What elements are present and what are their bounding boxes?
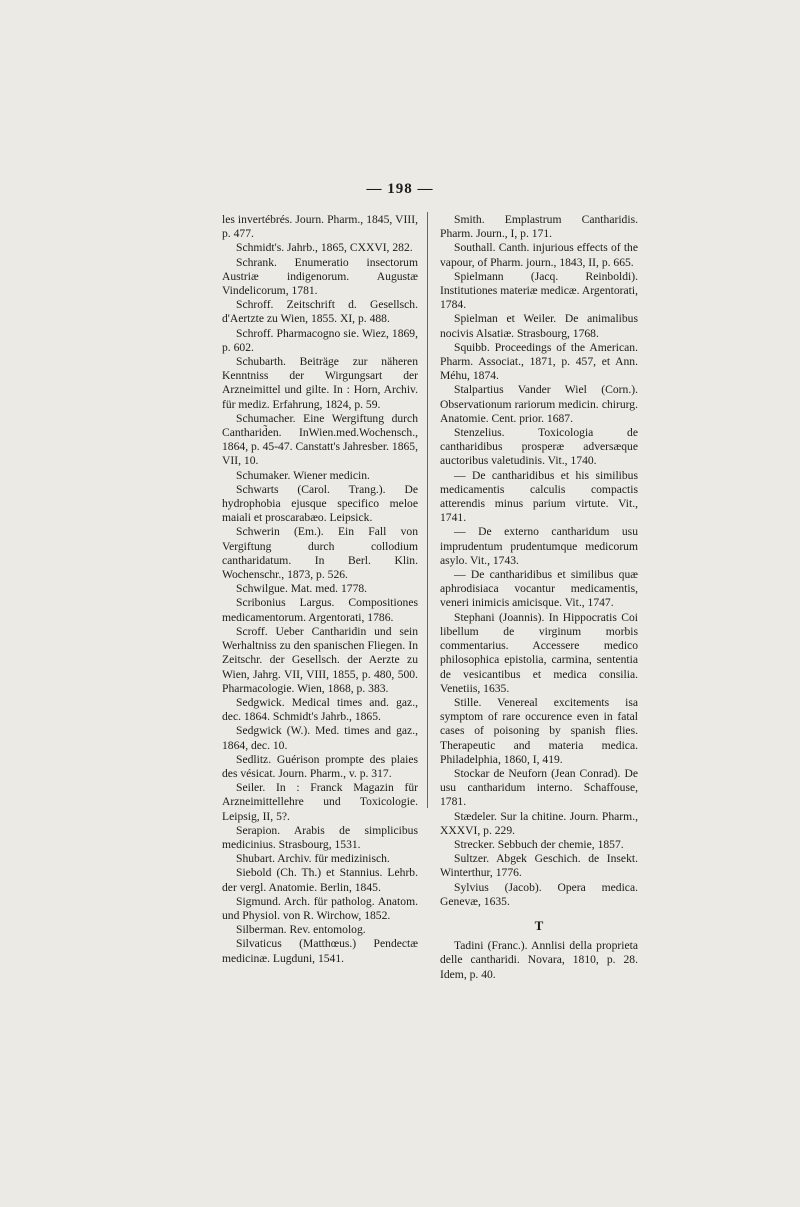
bibliography-entry: Squibb. Proceedings of the American. Pharm. Associat., 1871, p. 457, et Ann. Méhu, 1874. [440,340,638,383]
bibliography-entry: — De cantharidibus et similibus quæ aphrodisiaca vocantur medicamentis, veneri inimicis amicisque. Vit., 1747. [440,568,638,610]
bibliography-entry: Smith. Emplastrum Cantharidis. Pharm. Journ., I, p. 171. [440,213,638,241]
left-column [222,213,418,966]
bibliography-entry: Sedgwick (W.). Med. times and gaz., 1864, dec. 10. [222,724,418,752]
bibliography-entry: Schrank. Enumeratio insectorum Austriæ indigenorum. Augustæ Vindelicorum, 1781. [222,255,418,298]
bibliography-entry: Schumacher. Eine Wergiftung durch Cantharid̃en. InWien.med.Wochensch., 1864, p. 45-47. Canstatt's Jahresber. 1865, VII, 10. [222,411,418,468]
bibliography-entry: Scroff. Ueber Cantharidin und sein Werhaltniss zu den spanischen Fliegen. In Zeitschr. der Gesellsch. der Aerzte zu Wien, Jahrg. VII, VIII, 1855, p. 480, 500. Pharmacologie. Wien, 1868, p. 383. [222,624,418,695]
bibliography-entry: Stenzelius. Toxicologia de cantharidibus prosperæ adversæque auctoribus valetudinis. Vit., 1740. [440,426,638,468]
bibliography-entry: Stalpartius Vander Wiel (Corn.). Observationum rariorum medicin. chirurg. Anatomie. Cent. prior. 1687. [440,383,638,425]
bibliography-entry: Scribonius Largus. Compositiones medicamentorum. Argentorati, 1786. [222,596,418,624]
bibliography-entry: Stephani (Joannis). In Hippocratis Coi libellum de virginum morbis commentarius. Accessere medico philosophica epistolia, carmina, sententia de vesicantibus et medica consilia. Venetiis, 1635. [440,610,638,695]
bibliography-entry: Sigmund. Arch. für patholog. Anatom. und Physiol. von R. Wirchow, 1852. [222,894,418,922]
bibliography-entry: Schroff. Pharmacogno sie. Wiez, 1869, p. 602. [222,326,418,354]
bibliography-entry: Shubart. Archiv. für medizinisch. [236,852,390,866]
section-letter: T [534,917,544,933]
bibliography-entry: Schwilgue. Mat. med. 1778. [236,582,368,596]
bibliography-entry: Spielman et Weiler. De animalibus nocivis Alsatiæ. Strasbourg, 1768. [440,312,638,340]
bibliography-entry: Siebold (Ch. Th.) et Stannius. Lehrb. der vergl. Anatomie. Berlin, 1845. [222,866,418,894]
bibliography-entry: Schwerin (Em.). Ein Fall von Vergiftung durch collodium cantharidatum. In Berl. Klin. Wochenschr., 1873, p. 526. [222,525,418,582]
bibliography-entry: Serapion. Arabis de simplicibus medicinius. Strasbourg, 1531. [222,823,418,851]
bibliography-entry: Sylvius (Jacob). Opera medica. Genevæ, 1635. [440,880,638,908]
bibliography-entry: — De cantharidibus et his similibus medicamentis calculis compactis atterendis minus parium virtute. Vit., 1741. [440,468,638,525]
bibliography-entry: Seiler. In : Franck Magazin für Arzneimittellehre und Toxicologie. Leipsig, II, 5?. [222,781,418,823]
right-column [440,213,638,982]
bibliography-entry: Silberman. Rev. entomolog. [236,923,366,937]
bibliography-entry: Strecker. Sebbuch der chemie, 1857. [454,837,624,851]
bibliography-entry: Stille. Venereal excitements isa symptom of rare occurence even in fatal cases of poisoning by spanish flies. Therapeutic and materia medica. Philadelphia, 1860, I, 419. [440,695,638,766]
right-column-s-entries [440,213,638,909]
bibliography-entry: Schwarts (Carol. Trang.). De hydrophobia ejusque specifico meloe maiali et proscarabæo. Leipsick. [222,482,418,525]
bibliography-entry: — De externo cantharidum usu imprudentum prudentumque medicorum asylo. Vit., 1743. [440,525,638,567]
bibliography-entry: Sedgwick. Medical times and. gaz., dec. 1864. Schmidt's Jahrb., 1865. [222,695,418,724]
bibliography-entry: Schumaker. Wiener medicin. [236,468,370,482]
bibliography-entry: Spielmann (Jacq. Reinboldi). Institutiones materiæ medicæ. Argentorati, 1784. [440,269,638,312]
bibliography-entry: les invertébrés. Journ. Pharm., 1845, VIII, p. 477. [222,213,418,241]
bibliography-entry: Stædeler. Sur la chitine. Journ. Pharm., XXXVI, p. 229. [440,809,638,837]
bibliography-entry: Sultzer. Abgek Geschich. de Insekt. Winterthur, 1776. [440,852,638,880]
bibliography-entry: Schubarth. Beiträge zur näheren Kenntniss der Wirgungsart der Arzneimittel und gilte. In : Horn, Archiv. für mediz. Erfahrung, 1824, p. 59. [222,355,418,411]
bibliography-entry: Southall. Canth. injurious effects of the vapour, of Pharm. journ., 1843, II, p. 665. [440,241,638,269]
bibliography-entry: Tadini (Franc.). Annlisi della proprieta delle cantharidi. Novara, 1810, p. 28. Idem, p. 40. [440,939,638,981]
bibliography-entry: Sedlitz. Guérison prompte des plaies des vésicat. Journ. Pharm., v. p. 317. [222,752,418,780]
bibliography-entry: Silvaticus (Matthœus.) Pendectæ medicinæ. Lugduni, 1541. [222,937,418,965]
column-divider [427,212,428,808]
bibliography-entry: Schroff. Zeitschrift d. Gesellsch. d'Aertzte zu Wien, 1855. XI, p. 488. [222,298,418,326]
page-number: — 198 — [366,181,434,197]
right-column-t-entries [440,939,638,982]
bibliography-entry: Stockar de Neuforn (Jean Conrad). De usu cantharidum interno. Schaffouse, 1781. [440,766,638,809]
bibliography-entry: Schmidt's. Jahrb., 1865, CXXVI, 282. [236,241,413,255]
